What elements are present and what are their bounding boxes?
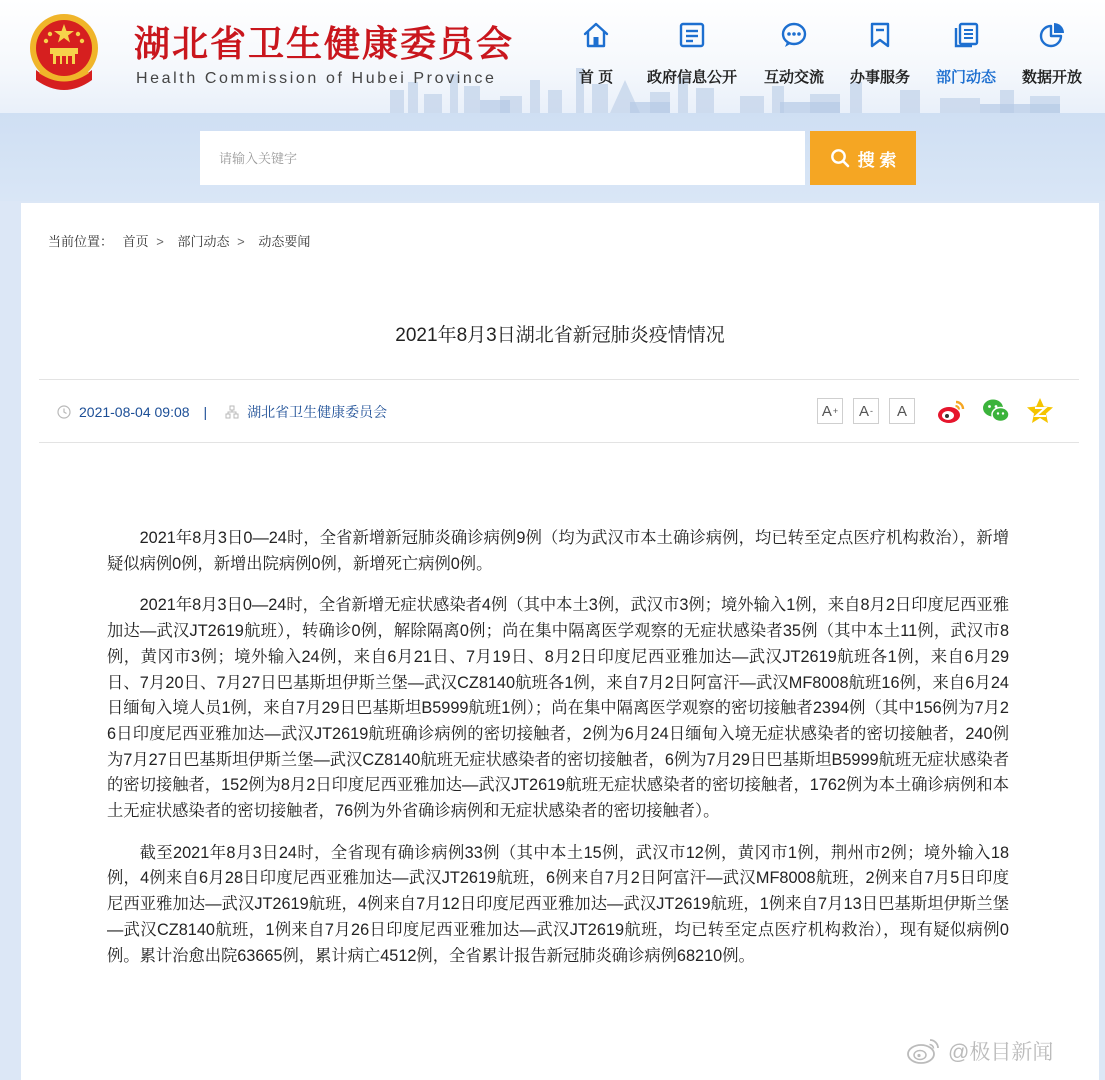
nav-item-label: 办事服务 xyxy=(849,69,910,86)
search-button[interactable] xyxy=(810,131,916,185)
article-paragraph: 2021年8月3日0—24时，全省新增无症状感染者4例（其中本土3例，武汉市3例；境外输入1例，来自8月2日印度尼西亚雅加达—武汉JT2619航班），转确诊0例，解除隔离0例；尚在集中隔离医学观察的无症状感染者35例（其中本土11例，武汉市8例，黄冈市3例；境外输入24例，来自6月21日、7月19日、8月2日印度尼西亚雅加达—武汉JT2619航班各1例，来自6月29日、7月20日、7月27日巴基斯坦伊斯兰堡—武汉CZ8140航班各1例，来自7月2日阿富汗—武汉MF8008航班16例，来自6月24日缅甸入境人员1例，来自7月29日巴基斯坦B5999航班1例）；尚在集中隔离医学观察的密切接触者2394例（其中156例为7月26日印度尼西亚雅加达—武汉JT2619航班确诊病例的密切接触者，2例为6月24日缅甸入境无症状感染者的密切接触者，240例为7月27日巴基斯坦伊斯兰堡—武汉CZ8140航班无症状感染者的密切接触者，6例为7月29日巴基斯坦B5999航班无症状感染者的密切接触者，152例为8月2日印度尼西亚雅加达—武汉JT2619航班无症状感染者的密切接触者，1762例为本土确诊病例和本土无症状感染者的密切接触者，76例为外省确诊病例和无症状感染者的密切接触者）。 xyxy=(107,596,1009,821)
breadcrumb-separator: > xyxy=(156,234,164,249)
nav-item-interaction[interactable] xyxy=(748,18,840,98)
pages-icon xyxy=(951,20,981,50)
watermark-text: @极目新闻 xyxy=(948,1041,1054,1064)
publish-date: 2021-08-04 09:08 xyxy=(79,404,190,420)
article-paragraph: 2021年8月3日0—24时，全省新增新冠肺炎确诊病例9例（均为武汉市本土确诊病例，均已转至定点医疗机构救治），新增疑似病例0例，新增出院病例0例，新增死亡病例0例。 xyxy=(107,529,1009,573)
article-title: 2021年8月3日湖北省新冠肺炎疫情情况 xyxy=(395,325,725,346)
nav-item-open-data[interactable] xyxy=(1006,18,1098,98)
main-navigation xyxy=(560,18,1105,98)
nav-item-label: 政府信息公开 xyxy=(646,69,737,86)
search-icon xyxy=(830,148,850,168)
article-meta-bar xyxy=(39,379,1079,443)
search-input[interactable] xyxy=(200,131,805,185)
site-title: 湖北省卫生健康委员会 xyxy=(134,23,515,65)
nav-item-label: 数据开放 xyxy=(1021,69,1082,86)
document-icon xyxy=(677,20,707,50)
article-source: 湖北省卫生健康委员会 xyxy=(247,404,388,420)
weibo-share-icon[interactable] xyxy=(936,396,966,426)
nav-item-label: 互动交流 xyxy=(763,69,824,86)
nav-item-dept-news[interactable] xyxy=(920,18,1012,98)
search-bar xyxy=(0,113,1105,201)
clock-icon xyxy=(57,405,71,419)
site-subtitle: Health Commission of Hubei Province xyxy=(136,70,497,87)
breadcrumb-separator: > xyxy=(237,234,245,249)
font-size-increase-button[interactable]: A + xyxy=(817,398,843,424)
watermark xyxy=(906,1036,1053,1066)
font-size-decrease-button[interactable]: A - xyxy=(853,398,879,424)
chat-icon xyxy=(779,20,809,50)
nav-item-label: 部门动态 xyxy=(935,69,996,86)
wechat-share-icon[interactable] xyxy=(981,396,1011,426)
bookmark-icon xyxy=(865,20,895,50)
nav-item-services[interactable] xyxy=(834,18,926,98)
breadcrumb xyxy=(48,231,310,250)
site-header xyxy=(0,0,1105,113)
home-icon xyxy=(581,20,611,50)
search-button-label: 搜 索 xyxy=(857,150,897,170)
meta-divider: | xyxy=(203,404,208,420)
national-emblem-logo xyxy=(26,10,102,96)
article-body xyxy=(107,526,1009,985)
font-size-reset-button[interactable]: A xyxy=(889,398,915,424)
organization-icon xyxy=(225,405,239,419)
nav-item-home[interactable] xyxy=(550,18,642,98)
pie-chart-icon xyxy=(1037,20,1067,50)
breadcrumb-link-news-highlights[interactable]: 动态要闻 xyxy=(258,234,311,249)
breadcrumb-link-home[interactable]: 首页 xyxy=(122,234,149,249)
weibo-watermark-icon xyxy=(906,1037,942,1065)
article-paragraph: 截至2021年8月3日24时，全省现有确诊病例33例（其中本土15例，武汉市12例，黄冈市1例，荆州市2例；境外输入18例，4例来自6月28日印度尼西亚雅加达—武汉JT2619航班，6例来自7月2日阿富汗—武汉MF8008航班，2例来自7月5日印度尼西亚雅加达—武汉JT2619航班，4例来自7月12日印度尼西亚雅加达—武汉JT2619航班，1例来自7月13日巴基斯坦伊斯兰堡—武汉CZ8140航班，1例来自7月26日印度尼西亚雅加达—武汉JT2619航班，均已转至定点医疗机构救治），现有疑似病例0例。累计治愈出院63665例，累计病亡4512例，全省累计报告新冠肺炎确诊病例68210例。 xyxy=(107,843,1009,965)
breadcrumb-link-dept-news[interactable]: 部门动态 xyxy=(177,234,230,249)
nav-item-label: 首 页 xyxy=(578,69,614,86)
qzone-share-icon[interactable] xyxy=(1025,396,1055,426)
nav-item-gov-info[interactable] xyxy=(646,18,738,98)
breadcrumb-prefix: 当前位置： xyxy=(48,234,114,249)
